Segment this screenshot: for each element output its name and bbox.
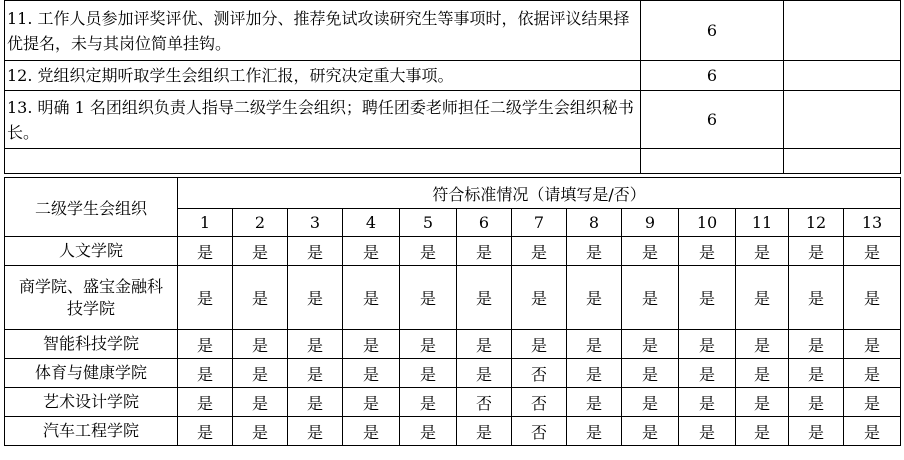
criteria-score: 6 (641, 61, 784, 91)
college-name: 人文学院 (5, 237, 178, 266)
table-row (5, 417, 901, 446)
compliance-value: 是 (233, 330, 288, 359)
compliance-value: 是 (789, 237, 844, 266)
compliance-value: 是 (622, 417, 679, 446)
column-number: 5 (400, 209, 457, 237)
compliance-value: 是 (844, 388, 901, 417)
compliance-value: 是 (288, 388, 343, 417)
compliance-value: 是 (844, 266, 901, 330)
criteria-remark (784, 61, 901, 91)
column-header-label: 符合标准情况（请填写是/否） (178, 178, 901, 209)
column-number: 9 (622, 209, 679, 237)
compliance-value: 是 (400, 237, 457, 266)
compliance-value: 是 (789, 266, 844, 330)
compliance-value: 是 (178, 359, 233, 388)
table-row (5, 359, 901, 388)
compliance-value: 是 (679, 417, 736, 446)
table-row (5, 237, 901, 266)
compliance-value: 是 (288, 330, 343, 359)
compliance-value: 是 (178, 237, 233, 266)
compliance-value: 是 (736, 359, 789, 388)
compliance-value: 是 (736, 330, 789, 359)
compliance-value: 是 (622, 388, 679, 417)
column-number: 4 (343, 209, 400, 237)
compliance-value: 是 (567, 417, 622, 446)
compliance-value: 是 (789, 359, 844, 388)
criteria-score (641, 149, 784, 174)
compliance-value: 是 (288, 237, 343, 266)
compliance-value: 是 (622, 330, 679, 359)
column-number: 10 (679, 209, 736, 237)
compliance-value: 是 (512, 237, 567, 266)
compliance-value: 是 (622, 359, 679, 388)
compliance-value: 是 (457, 417, 512, 446)
compliance-value: 是 (679, 330, 736, 359)
compliance-value: 是 (844, 359, 901, 388)
compliance-value: 是 (400, 417, 457, 446)
criteria-remark (784, 149, 901, 174)
compliance-value: 是 (457, 330, 512, 359)
compliance-value: 是 (288, 417, 343, 446)
compliance-value: 是 (178, 388, 233, 417)
compliance-value: 是 (789, 388, 844, 417)
column-number: 11 (736, 209, 789, 237)
compliance-value: 是 (233, 417, 288, 446)
compliance-value: 是 (343, 237, 400, 266)
compliance-value: 是 (789, 330, 844, 359)
college-name: 商学院、盛宝金融科技学院 (5, 266, 178, 330)
compliance-value: 否 (512, 359, 567, 388)
college-name: 艺术设计学院 (5, 388, 178, 417)
criteria-table (4, 0, 901, 174)
college-name: 智能科技学院 (5, 330, 178, 359)
criteria-row (5, 61, 901, 91)
compliance-value: 是 (233, 388, 288, 417)
compliance-value: 是 (233, 266, 288, 330)
column-number: 3 (288, 209, 343, 237)
table-row (5, 388, 901, 417)
criteria-score: 6 (641, 91, 784, 149)
column-number: 1 (178, 209, 233, 237)
compliance-value: 是 (233, 237, 288, 266)
evaluation-table (4, 177, 901, 446)
compliance-value: 是 (679, 388, 736, 417)
compliance-value: 是 (343, 417, 400, 446)
college-name: 体育与健康学院 (5, 359, 178, 388)
compliance-value: 是 (567, 330, 622, 359)
compliance-value: 是 (288, 266, 343, 330)
compliance-value: 是 (567, 359, 622, 388)
compliance-value: 是 (736, 266, 789, 330)
college-name: 汽车工程学院 (5, 417, 178, 446)
compliance-value: 是 (400, 388, 457, 417)
compliance-value: 是 (178, 330, 233, 359)
compliance-value: 是 (736, 417, 789, 446)
compliance-value: 是 (567, 388, 622, 417)
compliance-value: 是 (178, 417, 233, 446)
column-number: 6 (457, 209, 512, 237)
column-number: 12 (789, 209, 844, 237)
criteria-row (5, 1, 901, 61)
compliance-value: 是 (343, 330, 400, 359)
compliance-value: 是 (512, 330, 567, 359)
criteria-text: 13. 明确 1 名团组织负责人指导二级学生会组织；聘任团委老师担任二级学生会组织秘书长。 (5, 91, 641, 149)
table-row (5, 330, 901, 359)
compliance-value: 是 (400, 359, 457, 388)
compliance-value: 是 (512, 266, 567, 330)
header-row (5, 178, 901, 209)
compliance-value: 是 (400, 330, 457, 359)
compliance-value: 是 (622, 266, 679, 330)
column-number: 13 (844, 209, 901, 237)
table-row (5, 266, 901, 330)
compliance-value: 是 (844, 237, 901, 266)
compliance-value: 是 (679, 266, 736, 330)
compliance-value: 是 (736, 388, 789, 417)
criteria-text: 11. 工作人员参加评奖评优、测评加分、推荐免试攻读研究生等事项时，依据评议结果择优提名，未与其岗位简单挂钩。 (5, 1, 641, 61)
criteria-remark (784, 1, 901, 61)
column-number: 2 (233, 209, 288, 237)
compliance-value: 是 (789, 417, 844, 446)
compliance-value: 是 (679, 359, 736, 388)
compliance-value: 否 (512, 417, 567, 446)
row-header-label: 二级学生会组织 (5, 178, 178, 237)
criteria-row (5, 149, 901, 174)
column-number: 8 (567, 209, 622, 237)
compliance-value: 是 (736, 237, 789, 266)
compliance-value: 是 (457, 237, 512, 266)
criteria-text (5, 149, 641, 174)
compliance-value: 是 (233, 359, 288, 388)
compliance-value: 是 (400, 266, 457, 330)
compliance-value: 是 (343, 266, 400, 330)
compliance-value: 否 (512, 388, 567, 417)
compliance-value: 是 (457, 266, 512, 330)
compliance-value: 是 (567, 237, 622, 266)
compliance-value: 是 (457, 359, 512, 388)
compliance-value: 是 (178, 266, 233, 330)
compliance-value: 是 (679, 237, 736, 266)
compliance-value: 是 (844, 417, 901, 446)
compliance-value: 是 (567, 266, 622, 330)
compliance-value: 是 (343, 388, 400, 417)
compliance-value: 否 (457, 388, 512, 417)
criteria-score: 6 (641, 1, 784, 61)
column-number: 7 (512, 209, 567, 237)
compliance-value: 是 (622, 237, 679, 266)
criteria-remark (784, 91, 901, 149)
compliance-value: 是 (343, 359, 400, 388)
compliance-value: 是 (288, 359, 343, 388)
criteria-text: 12. 党组织定期听取学生会组织工作汇报，研究决定重大事项。 (5, 61, 641, 91)
compliance-value: 是 (844, 330, 901, 359)
criteria-row (5, 91, 901, 149)
